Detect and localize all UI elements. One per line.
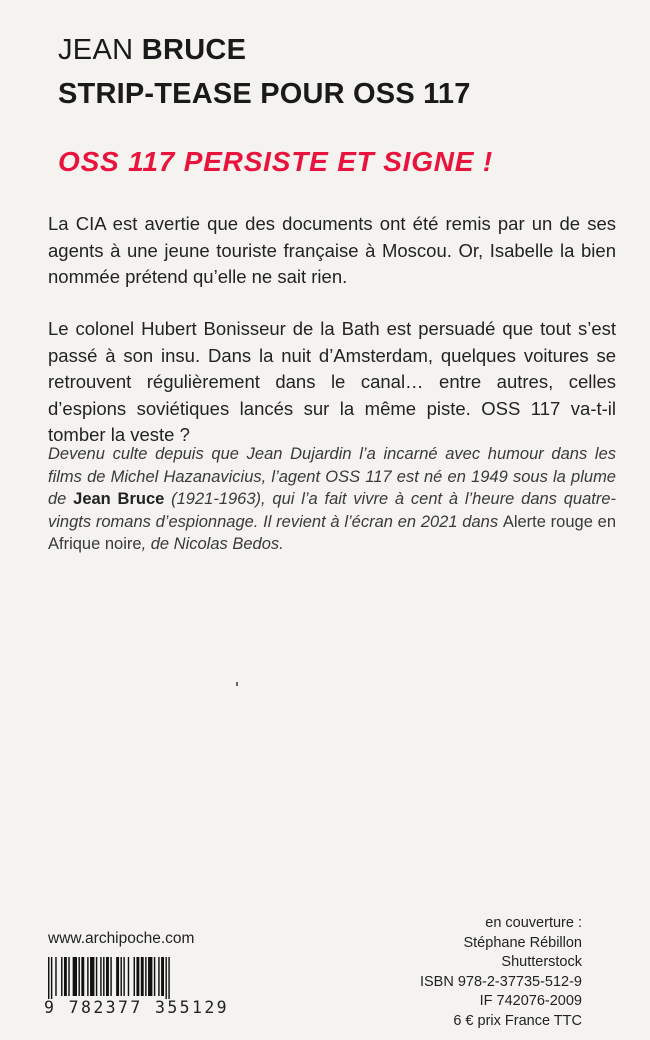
synopsis-paragraph-2: Le colonel Hubert Bonisseur de la Bath est persuadé que tout s’est passé à son insu. Dans la nuit d’Amsterdam, quelques voitures se retrouvent régulièrement dans le canal… entre autres, celles d’espions soviétiques lancés sur la même piste. OSS 117 va-t-il tomber la veste ? xyxy=(48,318,616,445)
tagline: OSS 117 PERSISTE ET SIGNE ! xyxy=(58,146,493,177)
author-note xyxy=(48,443,616,556)
author-name xyxy=(58,34,246,67)
credits-agency: Shutterstock xyxy=(501,954,582,970)
barcode xyxy=(48,957,222,999)
credits-label: en couverture : xyxy=(485,915,582,931)
book-title: STRIP-TEASE POUR OSS 117 xyxy=(58,78,471,110)
note-text-3: , de Nicolas Bedos. xyxy=(141,535,284,553)
speck xyxy=(236,682,238,686)
author-first-name: JEAN xyxy=(58,34,134,66)
note-text-1: Devenu culte depuis que Jean Dujardin l’a incarné avec humour dans les films de Michel Hazanavicius, l’agent OSS 117 est né en 1949 sous la plume de xyxy=(48,445,616,508)
publisher-website: www.archipoche.com xyxy=(48,930,195,947)
credits-if-code: IF 742076-2009 xyxy=(479,993,582,1009)
cover-credits xyxy=(420,914,582,1031)
author-last-name: BRUCE xyxy=(141,34,247,66)
barcode-digits: 9 782377 355129 xyxy=(44,998,230,1017)
note-text-2: (1921-1963), qui l’a fait vivre à cent à l’heure dans quatre-vingts romans d’espionnage. Il revient à l’écran en 2021 dans xyxy=(48,490,617,531)
credits-isbn: ISBN 978-2-37735-512-9 xyxy=(419,973,582,990)
note-author-name: Jean Bruce xyxy=(73,490,165,508)
credits-price: 6 € prix France TTC xyxy=(453,1012,582,1029)
note-film-title: Alerte rouge en Afrique noire xyxy=(48,512,616,553)
synopsis-paragraph-1: La CIA est avertie que des documents ont été remis par un de ses agents à une jeune touriste française à Moscou. Or, Isabelle la bien nommée prétend qu’elle ne sait rien. xyxy=(48,213,616,287)
credits-photographer: Stéphane Rébillon xyxy=(463,934,582,951)
